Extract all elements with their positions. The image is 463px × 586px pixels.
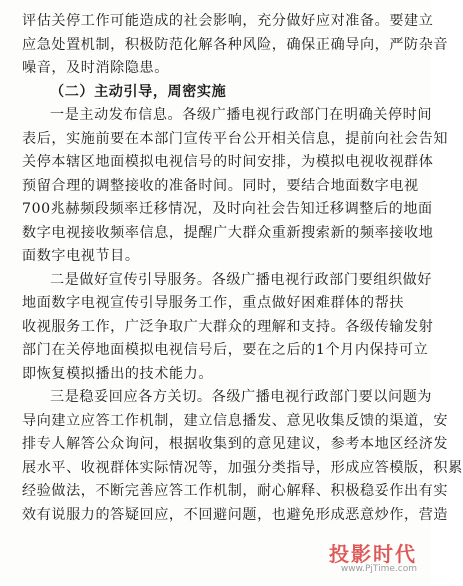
text-line: 一是主动发布信息。各级广播电视行政部门在明确关停时间 <box>50 107 433 123</box>
watermark-url: www.PjTime.com <box>340 564 417 574</box>
text-line: 收视服务工作，广泛争取广大群众的理解和支持。各级传输发射 <box>22 318 434 335</box>
text-line: 经验做法，不断完善应答工作机制，耐心解释、积极稳妥作出有实 <box>22 483 449 499</box>
text-line: 展水平、收视群体实际情况等，加强分类指导，形成应答模版，积累 <box>22 459 463 476</box>
text-line: 面数字电视节目。 <box>22 248 140 264</box>
text-line: 导向建立应答工作机制，建立信息播发、意见收集反馈的渠道，安 <box>22 412 449 429</box>
document-body <box>22 10 463 527</box>
watermark-title: 投影时代 <box>329 542 417 566</box>
text-line: 噪音，及时消除隐患。 <box>22 60 169 76</box>
text-line: 地面数字电视宣传引导服务工作，重点做好困难群体的帮扶 <box>22 295 405 311</box>
text-line: 效有说服力的答疑回应，不回避问题，也避免形成恶意炒作，营造 <box>22 506 449 523</box>
text-line: 即恢复模拟播出的技术能力。 <box>22 365 214 382</box>
text-line: 数字电视接收频率信息，提醒广大群众重新搜索新的频率接收地 <box>22 224 434 241</box>
text-line: 三是稳妥回应各方关切。各级广播电视行政部门要以问题为 <box>50 389 433 405</box>
text-line: 二是做好宣传引导服务。各级广播电视行政部门要组织做好 <box>50 271 433 288</box>
watermark-logo <box>329 538 417 574</box>
text-line: 应急处置机制，积极防范化解各种风险，确保正确导向，严防杂音 <box>22 36 449 53</box>
text-line: 表后，实施前要在本部门宣传平台公开相关信息，提前向社会告知 <box>22 130 449 147</box>
text-line: 排专人解答公众询问，根据收集到的意见建议，参考本地区经济发 <box>22 436 449 452</box>
text-line: 关停本辖区地面模拟电视信号的时间安排，为模拟电视收视群体 <box>22 154 434 170</box>
text-line: 700兆赫频段频率迁移情况，及时向社会告知迁移调整后的地面 <box>22 201 433 217</box>
text-line: 评估关停工作可能造成的社会影响，充分做好应对准备。要建立 <box>22 13 434 29</box>
text-line: 部门在关停地面模拟电视信号后，要在之后的1个月内保持可立 <box>22 342 429 358</box>
text-line: 预留合理的调整接收的准备时间。同时，要结合地面数字电视 <box>22 177 419 194</box>
section-heading: （二）主动引导，周密实施 <box>50 83 227 100</box>
